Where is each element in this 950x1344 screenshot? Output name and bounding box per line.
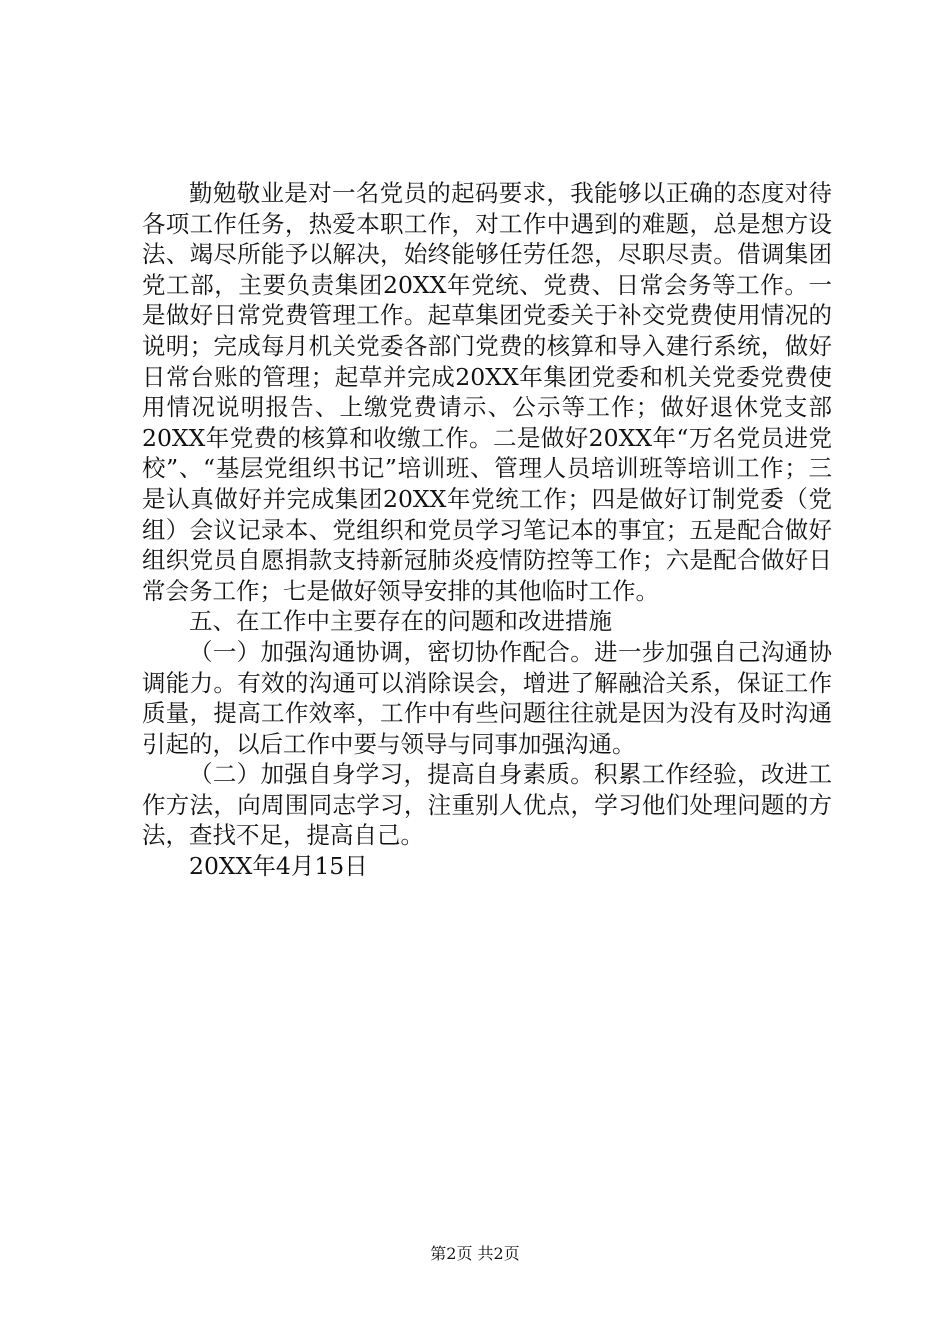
document-body	[142, 178, 832, 882]
paragraph-communication: （一）加强沟通协调，密切协作配合。进一步加强自己沟通协调能力。有效的沟通可以消除误会，增进了解融洽关系，保证工作质量，提高工作效率，工作中有些问题往往就是因为没有及时沟通引起的，以后工作中要与领导与同事加强沟通。	[142, 637, 832, 758]
section-heading-problems: 五、在工作中主要存在的问题和改进措施	[189, 607, 612, 636]
page-number-footer: 第2页 共2页	[430, 1244, 520, 1263]
paragraph-self-study: （二）加强自身学习，提高自身素质。积累工作经验，改进工作方法，向周围同志学习，注重别人优点，学习他们处理问题的方法，查找不足，提高自己。	[142, 760, 832, 850]
document-date: 20XX年4月15日	[189, 852, 368, 881]
paragraph-work-duties: 勤勉敬业是对一名党员的起码要求，我能够以正确的态度对待各项工作任务，热爱本职工作，对工作中遇到的难题，总是想方设法、竭尽所能予以解决，始终能够任劳任怨，尽职尽责。借调集团党工部，主要负责集团20XX年党统、党费、日常会务等工作。一是做好日常党费管理工作。起草集团党委关于补交党费使用情况的说明；完成每月机关党委各部门党费的核算和导入建行系统，做好日常台账的管理；起草并完成20XX年集团党委和机关党委党费使用情况说明报告、上缴党费请示、公示等工作；做好退休党支部20XX年党费的核算和收缴工作。二是做好20XX年“万名党员进党校”、“基层党组织书记”培训班、管理人员培训班等培训工作；三是认真做好并完成集团20XX年党统工作；四是做好订制党委（党组）会议记录本、党组织和党员学习笔记本的事宜；五是配合做好组织党员自愿捐款支持新冠肺炎疫情防控等工作；六是配合做好日常会务工作；七是做好领导安排的其他临时工作。	[142, 179, 832, 605]
